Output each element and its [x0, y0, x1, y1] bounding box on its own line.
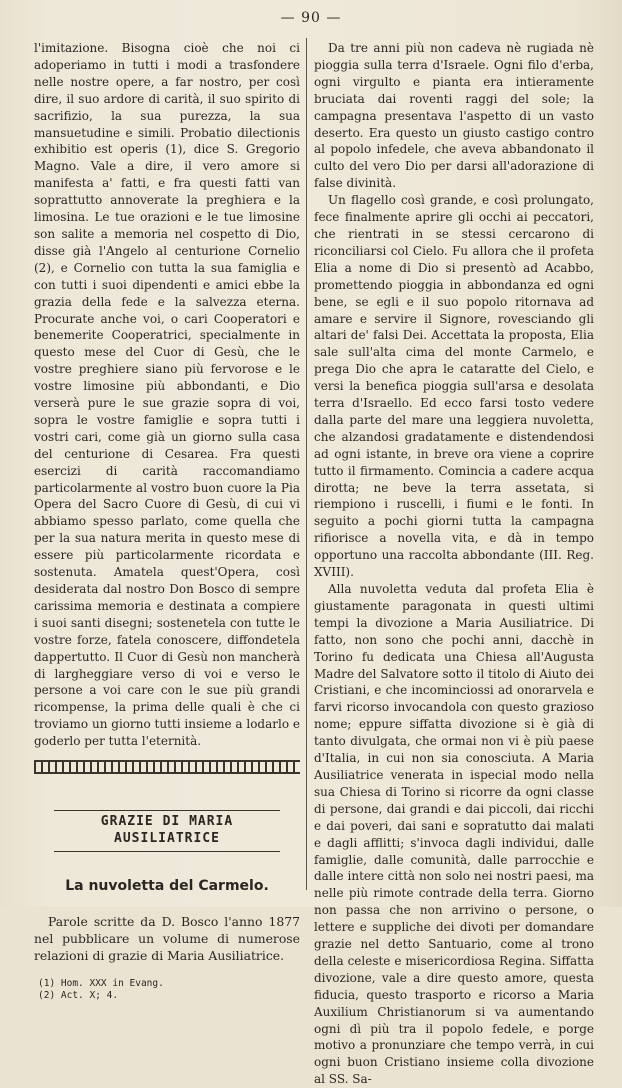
article-intro: Parole scritte da D. Bosco l'anno 1877 nel pubblicare un volume di numerose relazioni di grazie di Maria Ausiliatrice. — [34, 913, 300, 963]
ornamental-divider — [34, 760, 300, 774]
column-rule — [306, 38, 307, 890]
page-number: — 90 — — [280, 10, 342, 26]
left-paragraph-1: l'imitazione. Bisogna cioè che noi ci adoperiamo in tutti i modi a trasfondere nelle nostre opere, a far nostro, per così dire, il suo ardore di carità, il suo spirito di sacrifizio, la sua purezza, la sua mansuetudine e simili. Probatio dilectionis exhibitio est operis (1), dice S. Gregorio Magno. Vale a dire, il vero amore si manifesta a' fatti, e fra questi fatti van soprattutto annoverate la preghiera e la limosina. Le tue orazioni e le tue limosine son salite a memoria nel cospetto di Dio, disse già l'Angelo al centurione Cornelio (2), e Cornelio con tutta la sua famiglia e con tutti i suoi dipendenti e amici ebbe la grazia della fede e la salvezza eterna. Procurate anche voi, o cari Cooperatori e benemerite Cooperatrici, specialmente in questo mese del Cuor di Gesù, che le vostre preghiere siano più fervorose e le vostre limosine più abbondanti, e Dio verserà pure le sue grazie sopra di voi, sopra le vostre famiglie e sopra tutti i vostri cari, come già un giorno sulla casa del centurione di Cesarea. Fra questi esercizi di carità raccomandiamo particolarmente al vostro buon cuore la Pia Opera del Sacro Cuore di Gesù, di cui vi abbiamo spesso parlato, come quella che per la sua natura merita in questo mese di essere più particolarmente ricordata e sostenuta. Amatela quest'Opera, così desiderata dal nostro Don Bosco di sempre carissima memoria e destinata a compiere i suoi santi disegni; sostenetela con tutte le vostre forze, fatela conoscere, diffondetela dappertutto. Il Cuor di Gesù non mancherà di largheggiare verso di voi e verso le persone a voi care con le sue più grandi ricompense, la prima delle quali è che ci troviamo un giorno tutti insieme a lodarlo e goderlo per tutta l'eternità. — [34, 41, 300, 749]
right-paragraph-2: Un flagello così grande, e così prolungato, fece finalmente aprire gli occhi ai peccatori, che rientrati in se stessi cercarono di riconciliarsi col Cielo. Fu allora che il profeta Elia a nome di Dio si presentò ad Acabbo, promettendo pioggia in abbondanza ed ogni bene, se egli e il suo popolo ritornava ad amare e servire il Signore, rovesciando gli altari de' falsi Dei. Accettata la proposta, Elia sale sull'alta cima del monte Carmelo, e prega Dio che apra le cataratte del Cielo, e versi la benefica pioggia sull'arsa e desolata terra d'Israello. Ed ecco farsi tosto vedere dalla parte del mare una leggiera nuvoletta, che alzandosi gradatamente e distendendosi ad ogni istante, in breve ora viene a coprire tutto il firmamento. Comincia a cadere acqua dirotta; ne beve la terra assetata, si riempiono i ruscelli, i fiumi e le fonti. In seguito a pochi giorni tutta la campagna rifiorisce a novella vita, e dà in tempo opportuno una raccolta abbondante (III. Reg. XVIII). — [314, 193, 594, 580]
footnote-2: (2) Act. X; 4. — [38, 989, 119, 1001]
section-heading: GRAZIE DI MARIA AUSILIATRICE — [54, 810, 280, 852]
right-paragraph-1: Da tre anni più non cadeva nè rugiada nè pioggia sulla terra d'Israele. Ogni filo d'erba, ogni virgulto e pianta era intieramente bruciata dai roventi raggi del sole; la campagna presentava l'aspetto di un vasto deserto. Era questo un giusto castigo contro al popolo infedele, che aveva abbandonato il culto del vero Dio per darsi all'adorazione di false divinità. — [314, 41, 594, 191]
article-title: La nuvoletta del Carmelo. — [65, 877, 269, 894]
right-column — [314, 40, 594, 1088]
footnotes — [34, 978, 300, 1002]
footnote-1: (1) Hom. XXX in Evang. — [38, 977, 164, 989]
left-column — [34, 40, 300, 1002]
right-paragraph-3: Alla nuvoletta veduta dal profeta Elia è giustamente paragonata in questi ultimi tempi la divozione a Maria Ausiliatrice. Di fatto, non sono che pochi anni, dacchè in Torino fu dedicata una Chiesa all'Augusta Madre del Salvatore sotto il titolo di Aiuto dei Cristiani, e che incominciossi ad onorarvela e farvi ricorso invocandola con questo grazioso nome; eppure siffatta divozione si è già di tanto divulgata, che ormai non vi è più paese d'Italia, in cui non sia conosciuta. A Maria Ausiliatrice venerata in ispecial modo nella sua Chiesa di Torino si ricorre da ogni classe di persone, dai grandi e dai piccoli, dai ricchi e dai poveri, dai sani e sopratutto dai malati e dagli afflitti; s'invoca dagli individui, dalle famiglie, dalle comunità, dalle parrocchie e dalle intere città non solo nei nostri paesi, ma nelle più rimote contrade della terra. Giorno non passa che non arrivino o persone, o lettere e suppliche dei divoti per domandare grazie nel detto Santuario, come al trono della celeste e misericordiosa Regina. Siffatta divozione, vale a dire questo amore, questa fiducia, questo trasporto e ricorso a Maria Auxilium Christianorum si va aumentando ogni dì più tra il popolo fedele, e porge motivo a pronunziare che tempo verrà, in cui ogni buon Cristiano insieme colla divozione al SS. Sa- — [314, 582, 594, 1087]
